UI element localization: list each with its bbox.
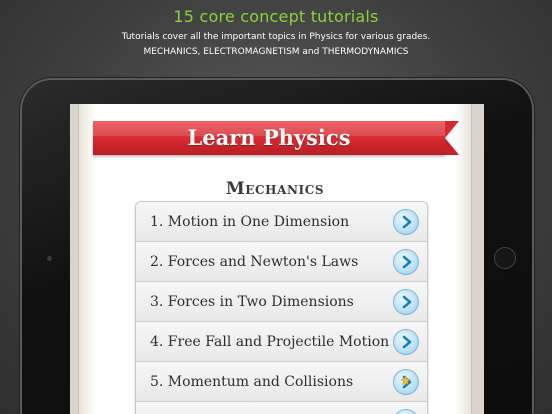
topic-row-forces-two-dimensions[interactable] (136, 282, 427, 322)
chevron-right-icon[interactable] (393, 329, 419, 355)
promo-description-line1: Tutorials cover all the important topics in Physics for various grades. (121, 32, 431, 42)
tablet-device-frame (22, 80, 532, 414)
promo-description-line2: MECHANICS, ELECTROMAGNETISM and THERMODYNAMICS (143, 47, 409, 57)
star-icon (400, 375, 411, 386)
topic-row-motion-one-dimension[interactable] (136, 202, 427, 242)
chevron-right-icon[interactable] (393, 369, 419, 395)
promo-header (0, 0, 552, 60)
title-ribbon (93, 121, 445, 155)
topic-label: 4. Free Fall and Projectile Motion (150, 334, 390, 350)
topic-list (135, 201, 428, 414)
promo-description (0, 30, 552, 60)
topic-row-forces-newtons-laws[interactable] (136, 242, 427, 282)
topic-label: 2. Forces and Newton's Laws (150, 254, 359, 270)
home-button[interactable] (494, 247, 516, 269)
topic-row-free-fall-projectile[interactable] (136, 322, 427, 362)
chevron-right-icon[interactable] (393, 249, 419, 275)
topic-label: 1. Motion in One Dimension (150, 214, 350, 230)
app-screen (70, 104, 484, 414)
topic-label: 5. Momentum and Collisions (150, 374, 354, 390)
chevron-right-icon[interactable] (393, 289, 419, 315)
topic-row-momentum-collisions[interactable] (136, 362, 427, 402)
app-title: Learn Physics (187, 125, 351, 150)
page-background (78, 104, 472, 414)
promo-headline: 15 core concept tutorials (173, 7, 379, 26)
topic-label: 3. Forces in Two Dimensions (150, 294, 354, 310)
topic-row-partial[interactable] (136, 402, 427, 414)
camera-icon (47, 256, 52, 261)
section-title: Mechanics (225, 179, 325, 199)
chevron-right-icon[interactable] (393, 209, 419, 235)
chevron-right-icon[interactable] (393, 409, 419, 414)
